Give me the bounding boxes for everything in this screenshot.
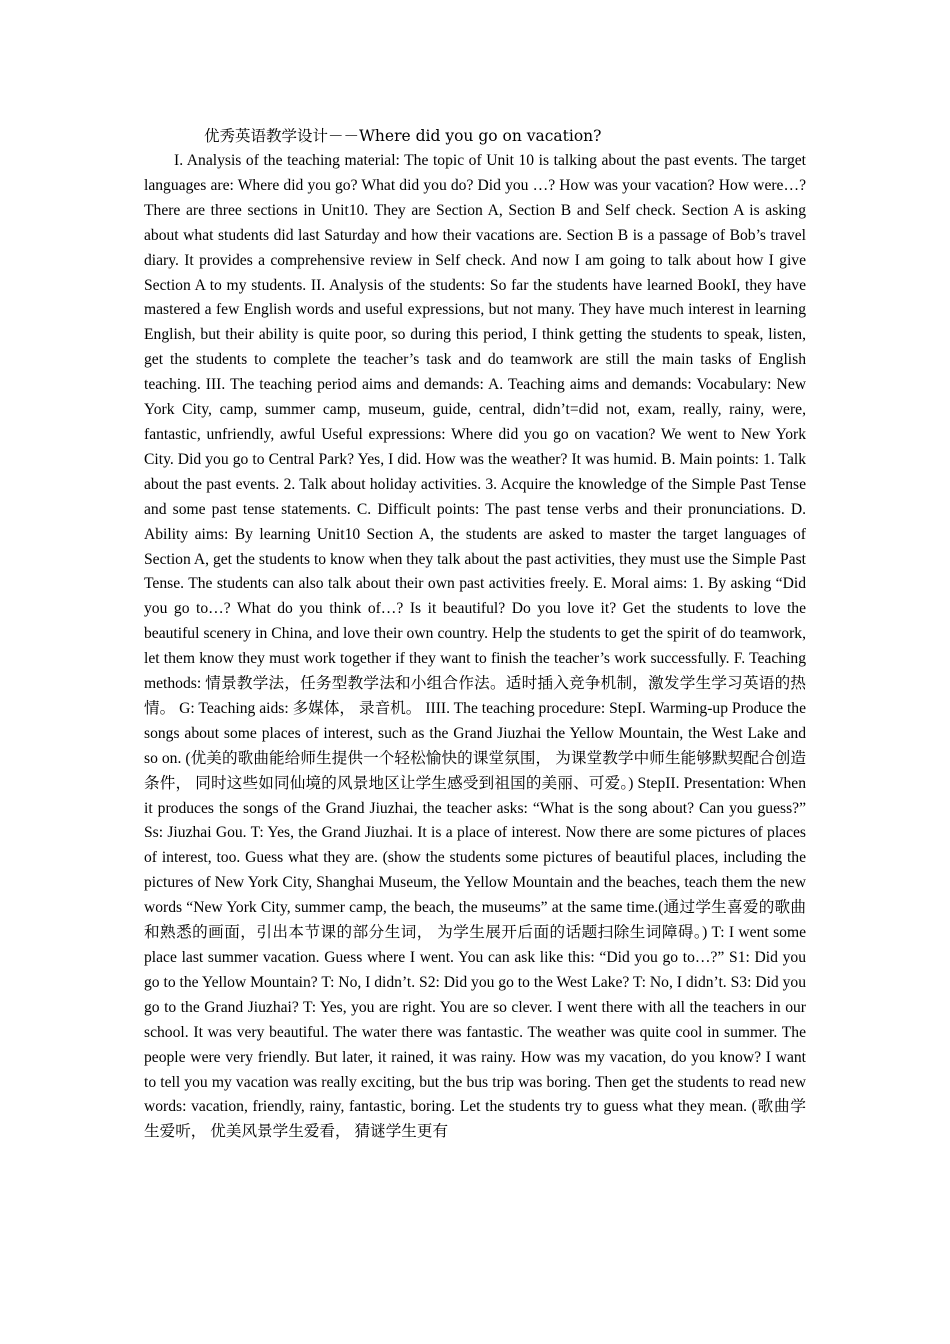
document-title: 优秀英语教学设计－－Where did you go on vacation?: [204, 127, 602, 145]
document-body: I. Analysis of the teaching material: The topic of Unit 10 is talking about the past events. The target languages are: Where did you go? What did you do? Did you …? How was your vacation? How were…? There are three sections in Unit10. They are Section A, Section B and Self check. Section A is asking about what students did last Saturday and how their vacations are. Section B is a passage of Bob’s travel diary. It provides a comprehensive review in Self check. And now I am going to talk about how I give Section A to my students. II. Analysis of the students: So far the students have learned BookI, they have mastered a few English words and useful expressions, but not many. They have much interest in learning English, but their ability is quite poor, so during this period, I think getting the students to speak, listen, get the students to complete the teacher’s task and do teamwork are still the main tasks of English teaching. III. The teaching period aims and demands: A. Teaching aims and demands: Vocabulary: New York City, camp, summer camp, museum, guide, central, didn’t=did not, exam, really, rainy, were, fantastic, unfriendly, awful Useful expressions: Where did you go on vacation? We went to New York City. Did you go to Central Park? Yes, I did. How was the weather? It was humid. B. Main points: 1. Talk about the past events. 2. Talk about holiday activities. 3. Acquire the knowledge of the Simple Past Tense and some past tense statements. C. Difficult points: The past tense verbs and their pronunciations. D. Ability aims: By learning Unit10 Section A, the students are asked to master the target languages of Section A, get the students to know when they talk about the past activities, they must use the Simple Past Tense. The students can also talk about their own past activities freely. E. Moral aims: 1. By asking “Did you go to…? What do you think of…? Is it beautiful? Do you love it? Get the students to love the beautiful scenery in China, and love their own country. Help the students to get the spirit of do teamwork, let them know they must work together if they want to finish the teacher’s work successfully. F. Teaching methods: 情景教学法，任务型教学法和小组合作法。适时插入竞争机制，激发学生学习英语的热情。 G: Teaching aids: 多媒体， 录音机。 IIII. The teaching procedure: StepI. Warming-up Produce the songs about some places of interest, such as the Grand Jiuzhai the Yellow Mountain, the West Lake and so on. (优美的歌曲能给师生提供一个轻松愉快的课堂氛围， 为课堂教学中师生能够默契配合创造条件， 同时这些如同仙境的风景地区让学生感受到祖国的美丽、可爱。) StepII. Presentation: When it produces the songs of the Grand Jiuzhai, the teacher asks: “What is the song about? Can you guess?” Ss: Jiuzhai Gou. T: Yes, the Grand Jiuzhai. It is a place of interest. Now there are some pictures of places of interest, too. Guess what they are. (show the students some pictures of beautiful places, including the pictures of New York City, Shanghai Museum, the Yellow Mountain and the beaches, teach them the new words “New York City, summer camp, the beach, the museums” at the same time.(通过学生喜爱的歌曲和熟悉的画面，引出本节课的部分生词， 为学生展开后面的话题扫除生词障碍。) T: I went some place last summer vacation. Guess where I went. You can ask like this: “Did you go to…?” S1: Did you go to the Yellow Mountain? T: No, I didn’t. S2: Did you go to the West Lake? T: No, I didn’t. S3: Did you go to the Grand Jiuzhai? T: Yes, you are right. You are so clever. I went there with all the teachers in our school. It was very beautiful. The water there was fantastic. The weather was quite cool in summer. The people were very friendly. But later, it rained, it was rainy. How was my vacation, do you know? I want to tell you my vacation was really exciting, but the bus trip was boring. Then get the students to read new words: vacation, friendly, rainy, fantastic, boring. Let the students try to guess what they mean. (歌曲学生爱听， 优美风景学生爱看， 猜谜学生更有: [144, 152, 806, 1141]
